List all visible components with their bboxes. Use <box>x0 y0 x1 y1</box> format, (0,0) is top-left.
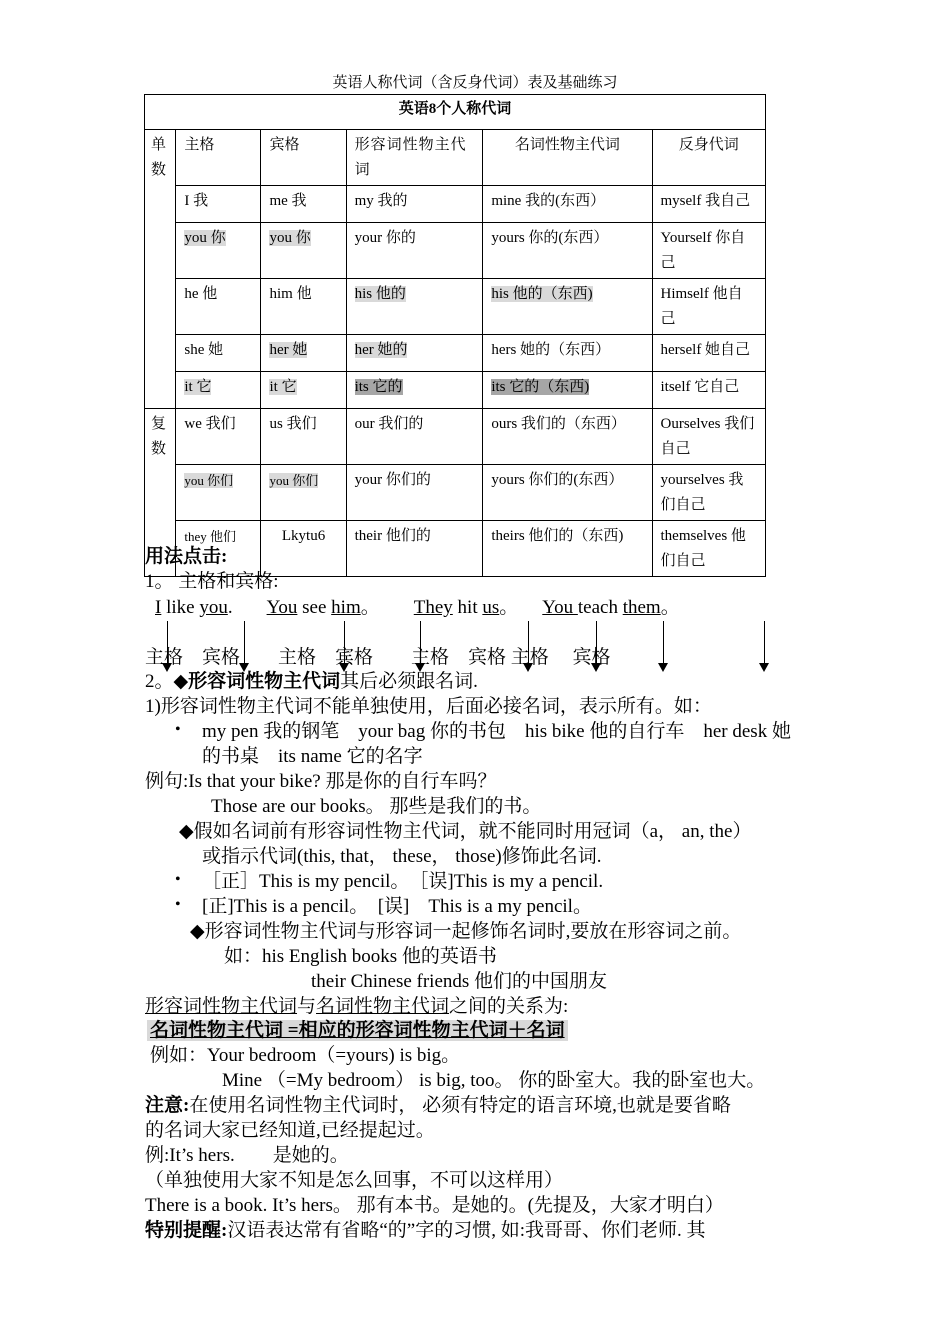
bullet-icon: • <box>175 896 181 913</box>
table-cell: we 我们 <box>176 409 261 465</box>
table-cell: Himself 他自己 <box>652 279 766 335</box>
table-cell: us 我们 <box>261 409 346 465</box>
table-cell: theirs 他们的（东西) <box>483 521 652 577</box>
table-cell: his 他的（东西) <box>483 279 652 335</box>
table-cell: her 她的 <box>346 335 483 372</box>
example-line: 如：his English books 他的英语书 <box>224 946 497 967</box>
table-cell: Yourself 你自己 <box>652 223 766 279</box>
table-cell: your 你的 <box>346 223 483 279</box>
singular-label: 单数 <box>145 130 176 409</box>
example-line: Mine （=My bedroom） is big, too。 你的卧室大。我的卧室也大。 <box>222 1070 766 1091</box>
header-cell: 宾格 <box>261 130 346 186</box>
example-line: 例句:Is that your bike? 那是你的自行车吗？ <box>145 771 497 792</box>
table-cell: my 我的 <box>346 186 483 223</box>
table-cell: hers 她的（东西） <box>483 335 652 372</box>
usage-heading: 用法点击: <box>145 546 228 567</box>
section-2-title: 2。◆形容词性物主代词其后必须跟名词. <box>145 671 478 692</box>
arrow-icon <box>663 621 664 664</box>
list-item: ［正］This is my pencil。 ［误]This is my a pencil. <box>202 871 604 892</box>
note-line: 或指示代词(this, that， these， those)修饰此名词. <box>202 846 602 867</box>
plural-label: 复数 <box>145 409 176 577</box>
table-cell: myself 我自己 <box>652 186 766 223</box>
table-cell: yours 你的(东西） <box>483 223 652 279</box>
list-item: 的书桌 its name 它的名字 <box>202 746 423 767</box>
table-cell: her 她 <box>261 335 346 372</box>
table-cell: it 它 <box>261 372 346 409</box>
table-cell: she 她 <box>176 335 261 372</box>
note-line: ◆假如名词前有形容词性物主代词，就不能同时用冠词（a， an, the） <box>179 821 752 842</box>
table-cell: you 你 <box>176 223 261 279</box>
table-cell: he 他 <box>176 279 261 335</box>
header-cell: 反身代词 <box>652 130 766 186</box>
document-title: 英语人称代词（含反身代词）表及基础练习 <box>332 75 618 91</box>
example-line: Those are our books。 那些是我们的书。 <box>211 796 542 817</box>
example-line: 例如：Your bedroom（=yours) is big。 <box>150 1045 461 1066</box>
pronoun-table <box>144 94 766 577</box>
paragraph: 1)形容词性物主代词不能单独使用，后面必接名词，表示所有。如： <box>145 696 712 717</box>
example-line: their Chinese friends 他们的中国朋友 <box>311 971 608 992</box>
list-item: [正]This is a pencil。 [误] This is a my pencil。 <box>202 896 592 917</box>
relation-line: 形容词性物主代词与名词性物主代词之间的关系为: <box>145 996 569 1017</box>
table-cell: they 他们 <box>176 521 261 577</box>
table-cell: me 我 <box>261 186 346 223</box>
note-paragraph: 注意:在使用名词性物主代词时， 必须有特定的语言环境,也就是要省略 <box>145 1095 731 1116</box>
note-line: ◆形容词性物主代词与形容词一起修饰名词时,要放在形容词之前。 <box>190 921 742 942</box>
table-cell: you 你们 <box>176 465 261 521</box>
section-1-title: 1。 主格和宾格: <box>145 571 279 592</box>
table-cell: its 它的 <box>346 372 483 409</box>
table-cell: it 它 <box>176 372 261 409</box>
table-cell: you 你 <box>261 223 346 279</box>
table-cell: herself 她自己 <box>652 335 766 372</box>
header-cell: 形容词性物主代词 <box>346 130 483 186</box>
table-cell: our 我们的 <box>346 409 483 465</box>
example-line: 例:It’s hers. 是她的。 <box>145 1145 349 1166</box>
table-title: 英语8个人称代词 <box>145 95 766 130</box>
case-labels: 主格 宾格 主格 宾格 主格 宾格 主格 宾格 <box>145 647 611 668</box>
example-line: There is a book. It’s hers。 那有本书。是她的。(先提及，大家才明白） <box>145 1195 724 1216</box>
bullet-icon: • <box>175 721 181 738</box>
header-cell: 主格 <box>176 130 261 186</box>
header-cell: 名词性物主代词 <box>483 130 652 186</box>
bullet-icon: • <box>175 871 181 888</box>
table-cell: you 你们 <box>261 465 346 521</box>
example-line: （单独使用大家不知是怎么回事，不可以这样用） <box>145 1170 564 1191</box>
table-cell: Lkytu6 <box>261 521 346 577</box>
formula: 名词性物主代词 =相应的形容词性物主代词＋名词 <box>147 1018 568 1043</box>
table-cell: itself 它自己 <box>652 372 766 409</box>
table-cell: ours 我们的（东西） <box>483 409 652 465</box>
list-item: my pen 我的钢笔 your bag 你的书包 his bike 他的自行车 her desk 她 <box>202 721 791 742</box>
table-cell: yours 你们的(东西） <box>483 465 652 521</box>
note-paragraph: 的名词大家已经知道,已经提起过。 <box>145 1120 435 1141</box>
arrow-icon <box>764 621 765 664</box>
table-cell: yourselves 我们自己 <box>652 465 766 521</box>
table-cell: their 他们的 <box>346 521 483 577</box>
example-sentences: I like you. You see him。 They hit us。 You teach them。 <box>155 597 680 618</box>
table-cell: I 我 <box>176 186 261 223</box>
table-cell: its 它的（东西) <box>483 372 652 409</box>
table-cell: him 他 <box>261 279 346 335</box>
table-cell: his 他的 <box>346 279 483 335</box>
table-cell: your 你们的 <box>346 465 483 521</box>
tip-paragraph: 特别提醒:汉语表达常有省略“的”字的习惯, 如:我哥哥、你们老师. 其 <box>145 1220 706 1241</box>
table-cell: mine 我的(东西） <box>483 186 652 223</box>
table-cell: Ourselves 我们自己 <box>652 409 766 465</box>
table-cell: themselves 他们自己 <box>652 521 766 577</box>
